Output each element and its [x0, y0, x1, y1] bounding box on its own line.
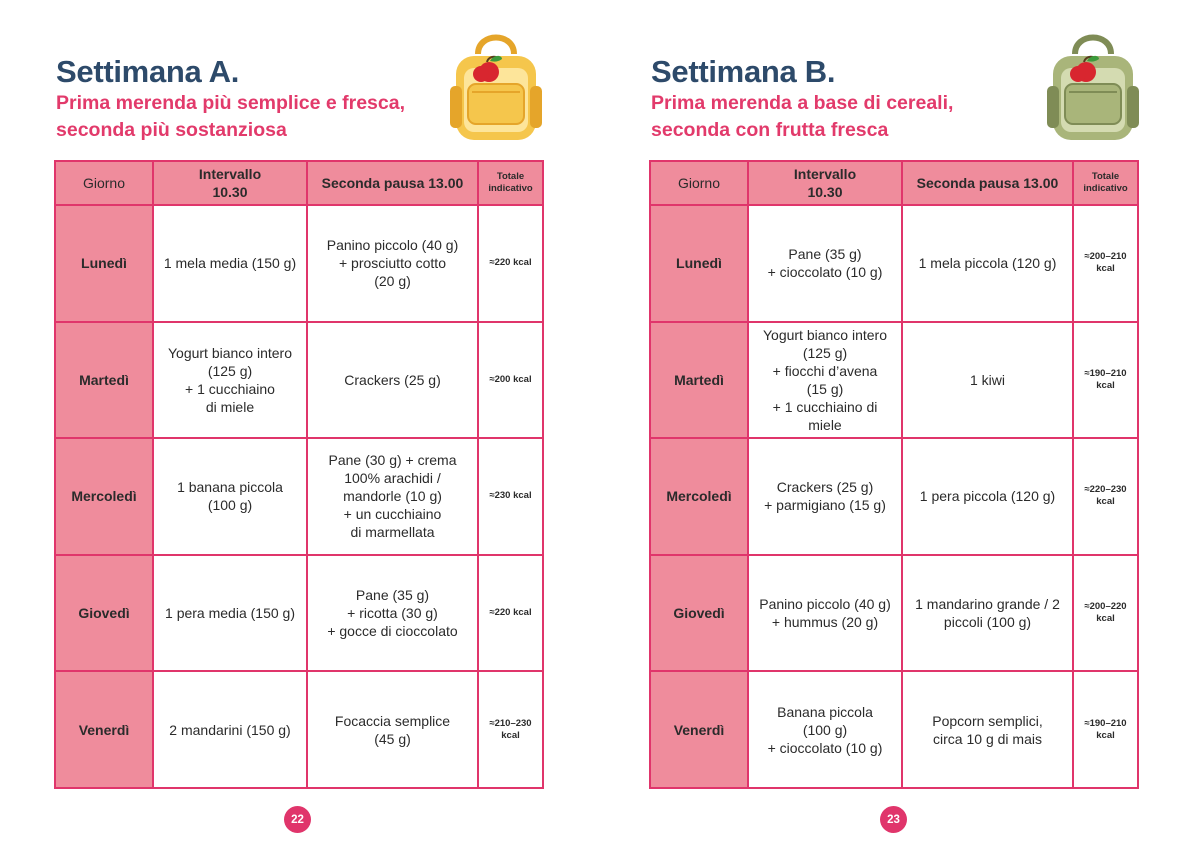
header-total: [478, 161, 543, 205]
snack2-text: 1 kiwi: [969, 371, 1005, 388]
total-text: ≈220–230 kcal: [1084, 484, 1127, 508]
snack1-text: 1 mela media (150 g): [163, 255, 297, 272]
subtitle-line-2: seconda più sostanziosa: [56, 119, 287, 141]
header-snack1-text: Intervallo 10.30: [198, 166, 262, 200]
snack1-text: 1 banana piccola (100 g): [177, 479, 283, 514]
total-text: ≈220 kcal: [489, 607, 532, 619]
header-day: Giorno: [650, 161, 748, 205]
table-row: [55, 671, 543, 788]
table-row: [650, 438, 1138, 555]
page-week-a: [0, 0, 595, 842]
snack2-text: 1 pera piccola (120 g): [919, 488, 1056, 505]
day-cell: Martedì: [650, 322, 748, 439]
snack1-cell: [748, 322, 902, 439]
day-cell: Martedì: [55, 322, 153, 439]
snack2-cell: [902, 438, 1073, 555]
total-text: ≈200–210 kcal: [1084, 251, 1127, 275]
snack1-text: Crackers (25 g) + parmigiano (15 g): [764, 479, 886, 514]
total-text: ≈200 kcal: [489, 373, 532, 385]
table-row: [55, 555, 543, 672]
snack2-cell: [307, 555, 478, 672]
snack2-text: Panino piccolo (40 g) + prosciutto cotto (20 g): [326, 237, 459, 290]
page-title: Settimana B.: [651, 54, 836, 89]
table-row: [650, 555, 1138, 672]
header-snack1-text: Intervallo 10.30: [793, 166, 857, 200]
snack1-cell: [748, 555, 902, 672]
header-snack1: [153, 161, 307, 205]
day-cell: Lunedì: [55, 205, 153, 322]
subtitle-line-1: Prima merenda più semplice e fresca,: [56, 92, 406, 114]
snack-table: [54, 160, 544, 789]
snack1-text: Panino piccolo (40 g) + hummus (20 g): [759, 596, 891, 631]
snack1-cell: [153, 322, 307, 439]
header-total: [1073, 161, 1138, 205]
table-header-row: [650, 161, 1138, 205]
backpack-icon: [450, 24, 542, 144]
total-cell: [478, 322, 543, 439]
snack1-text: 1 pera media (150 g): [165, 605, 295, 622]
total-cell: [1073, 205, 1138, 322]
snack1-cell: [748, 205, 902, 322]
day-cell: Giovedì: [650, 555, 748, 672]
snack2-cell: [902, 671, 1073, 788]
snack1-cell: [748, 671, 902, 788]
snack1-text: Banana piccola (100 g) + cioccolato (10 g): [767, 703, 883, 756]
snack2-text: Crackers (25 g): [344, 371, 441, 388]
snack1-cell: [153, 438, 307, 555]
table-row: [55, 322, 543, 439]
snack2-cell: [902, 205, 1073, 322]
table-row: [650, 322, 1138, 439]
day-cell: Venerdì: [55, 671, 153, 788]
header-snack2: Seconda pausa 13.00: [902, 161, 1073, 205]
snack1-cell: [748, 438, 902, 555]
snack1-cell: [153, 671, 307, 788]
subtitle-line-1: Prima merenda a base di cereali,: [651, 92, 954, 114]
total-cell: [478, 205, 543, 322]
backpack-icon: [1047, 24, 1139, 144]
snack2-text: Pane (35 g) + ricotta (30 g) + gocce di cioccolato: [327, 587, 458, 640]
snack2-cell: [307, 322, 478, 439]
page-title: Settimana A.: [56, 54, 240, 89]
total-cell: [478, 671, 543, 788]
header-day: Giorno: [55, 161, 153, 205]
page-number-badge: 22: [284, 806, 311, 833]
snack1-text: 2 mandarini (150 g): [169, 721, 291, 738]
snack1-cell: [153, 555, 307, 672]
table-row: [55, 438, 543, 555]
header-total-text: Totale indicativo: [1083, 171, 1128, 194]
day-cell: Venerdì: [650, 671, 748, 788]
day-cell: Mercoledì: [55, 438, 153, 555]
snack-table: [649, 160, 1139, 789]
snack2-cell: [307, 671, 478, 788]
total-text: ≈220 kcal: [489, 257, 532, 269]
day-cell: Lunedì: [650, 205, 748, 322]
subtitle-line-2: seconda con frutta fresca: [651, 119, 889, 141]
total-cell: [1073, 671, 1138, 788]
total-text: ≈230 kcal: [489, 490, 532, 502]
page-number-badge: 23: [880, 806, 907, 833]
table-header-row: [55, 161, 543, 205]
total-cell: [478, 555, 543, 672]
total-cell: [478, 438, 543, 555]
snack1-cell: [153, 205, 307, 322]
total-text: ≈210–230 kcal: [489, 717, 532, 741]
snack2-cell: [902, 322, 1073, 439]
table-row: [55, 205, 543, 322]
day-cell: Mercoledì: [650, 438, 748, 555]
page-subtitle: [56, 90, 405, 144]
page-subtitle: [651, 90, 953, 144]
page-week-b: [595, 0, 1190, 842]
snack2-text: Popcorn semplici, circa 10 g di mais: [932, 712, 1043, 747]
snack2-cell: [307, 438, 478, 555]
header-snack2: Seconda pausa 13.00: [307, 161, 478, 205]
header-total-text: Totale indicativo: [488, 171, 533, 194]
snack2-cell: [307, 205, 478, 322]
total-cell: [1073, 322, 1138, 439]
header-snack1: [748, 161, 902, 205]
total-cell: [1073, 438, 1138, 555]
total-text: ≈190–210 kcal: [1084, 367, 1127, 391]
snack2-cell: [902, 555, 1073, 672]
total-cell: [1073, 555, 1138, 672]
snack2-text: 1 mandarino grande / 2 piccoli (100 g): [915, 596, 1060, 631]
total-text: ≈190–210 kcal: [1084, 717, 1127, 741]
snack1-text: Yogurt bianco intero (125 g) + 1 cucchiaino di miele: [167, 344, 293, 415]
snack2-text: Pane (30 g) + crema 100% arachidi / mandorle (10 g) + un cucchiaino di marmellata: [328, 452, 457, 541]
total-text: ≈200–220 kcal: [1084, 601, 1127, 625]
snack1-text: Yogurt bianco intero (125 g) + fiocchi d’avena (15 g) + 1 cucchiaino di miele: [762, 326, 888, 433]
table-row: [650, 671, 1138, 788]
snack2-text: 1 mela piccola (120 g): [918, 255, 1057, 272]
snack2-text: Focaccia semplice (45 g): [334, 712, 451, 747]
snack1-text: Pane (35 g) + cioccolato (10 g): [767, 246, 883, 281]
table-row: [650, 205, 1138, 322]
day-cell: Giovedì: [55, 555, 153, 672]
